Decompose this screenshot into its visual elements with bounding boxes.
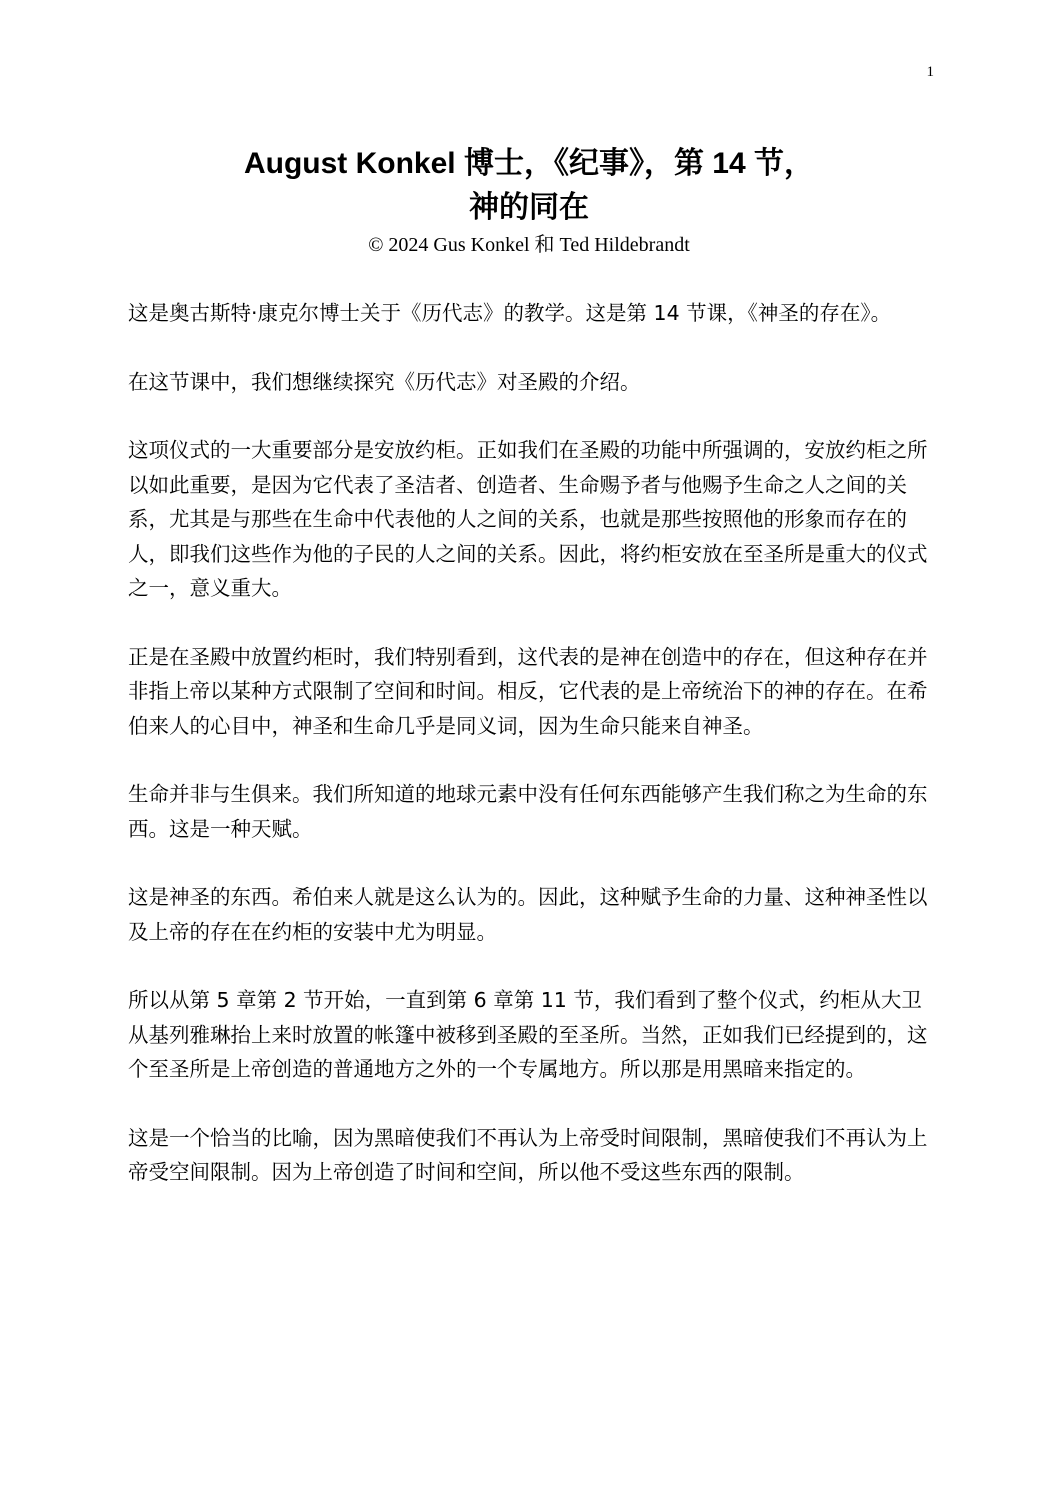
paragraph-6: 这是神圣的东西。希伯来人就是这么认为的。因此，这种赋予生命的力量、这种神圣性以及上帝的存在在约柜的安装中尤为明显。 [128, 885, 928, 944]
paragraph-8: 这是一个恰当的比喻，因为黑暗使我们不再认为上帝受时间限制，黑暗使我们不再认为上帝受空间限制。因为上帝创造了时间和空间，所以他不受这些东西的限制。 [128, 1125, 928, 1184]
paragraph-3: 这项仪式的一大重要部分是安放约柜。正如我们在圣殿的功能中所强调的，安放约柜之所以如此重要，是因为它代表了圣洁者、创造者、生命赐予者与他赐予生命之人之间的关系，尤其是与那些在生命中代表他的人之间的关系，也就是那些按照他的形象而存在的人，即我们这些作为他的子民的人之间的关系。因此，将约柜安放在至圣所是重大的仪式之一，意义重大。 [128, 438, 928, 600]
paragraph-2: 在这节课中，我们想继续探究《历代志》对圣殿的介绍。 [128, 369, 641, 394]
paragraph-1: 这是奥古斯特·康克尔博士关于《历代志》的教学。这是第 14 节课，《神圣的存在》。 [128, 301, 892, 325]
document-title-line-2: 神的同在 [469, 191, 589, 224]
paragraph-5: 生命并非与生俱来。我们所知道的地球元素中没有任何东西能够产生我们称之为生命的东西。这是一种天赋。 [128, 782, 928, 841]
paragraph-4: 正是在圣殿中放置约柜时，我们特别看到，这代表的是神在创造中的存在，但这种存在并非指上帝以某种方式限制了空间和时间。相反，它代表的是上帝统治下的神的存在。在希伯来人的心目中，神圣和生命几乎是同义词，因为生命只能来自神圣。 [128, 644, 928, 738]
document-body [128, 296, 928, 1224]
paragraph-7: 所以从第 5 章第 2 节开始，一直到第 6 章第 11 节，我们看到了整个仪式，约柜从大卫从基列雅琳抬上来时放置的帐篷中被移到圣殿的至圣所。当然，正如我们已经提到的，这个至圣所是上帝创造的普通地方之外的一个专属地方。所以那是用黑暗来指定的。 [128, 988, 928, 1081]
copyright-notice: © 2024 Gus Konkel 和 Ted Hildebrandt [368, 234, 690, 256]
document-title-line-1: August Konkel 博士，《纪事》，第 14 节， [243, 147, 815, 180]
page-number: 1 [926, 64, 934, 80]
document-header [0, 142, 1058, 259]
